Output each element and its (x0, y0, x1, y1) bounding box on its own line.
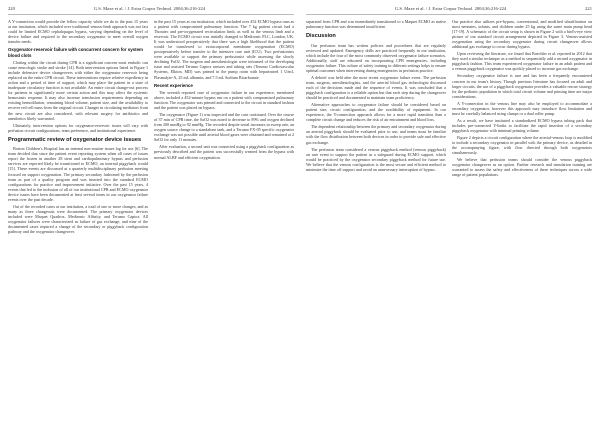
left-page-columns (8, 19, 294, 419)
right-page-columns (306, 19, 592, 419)
left-page-column-2 (154, 19, 294, 419)
paragraph: Clotting within the circuit during CPB is a significant concern most embolic can cause neurologic stroke and stroke [14]. Both intervention options listed in Figure 1 include defensive device changeovers with either the oxygenator reservoir being replaced on the entire CPB circuit. These interventions require relative expediency in action and a period of time of support, which may place the patient in a state of inadequate circulatory function is not available. An entire circuit change-out process for patients in significantly more certain action and this may affect the systemic hemostasis response. It may also increase transfusion requirements depending on existing hemodilution, remaining blood volume, patient size, and the availability to recover red cell mass from the original circuit. Changes in circulating mediators from the new circuit are also considered, with relevant surgery for antibiotics and anesthetics likely warranted. (8, 60, 148, 121)
paragraph: The dependent relationship between the primary and secondary oxygenator during an arterial piggyback should be evaluated prior to use, and teams must be familiar with the flow distribution between both devices in order to provide safe and effective gas exchange. (306, 124, 446, 145)
right-page-column-2 (452, 19, 592, 419)
paragraph: The seventh reported case of oxygenator failure in our experience, mentioned above, included a 452-minute bypass run on a patient with compromised pulmonary function. The oxygenator was primed and connected to the circuit in standard fashion and the patient was placed on bypass. (154, 89, 294, 111)
subsection-heading: Recent experience (154, 82, 193, 88)
paragraph: Secondary oxygenator failure is rare and has been a frequently encountered concern in our team's history. Though previous literature has focused on adult and larger circuits, the use of a piggyback oxygenator provides a valuable rescue strategy for the pediatric population in which total circuit volume and priming time are major considerations. (452, 73, 592, 99)
paragraph: in the past 15 years at our institution, which included over 452 ECMO bypass runs as a patient with compromised pulmonary function. The 7 kg patient circuit had a Thoratec and pre-oxygenated recirculation limb, as well as the venous limb and a reservoir. The ECMO circuit was initially changed to Medtronic PLC, London, UK. It was understood preoperatively that there was a high likelihood that the patient would be transferred to extracorporeal membrane oxygenation (ECMO) postoperatively before transfer to the intensive care unit (ICU). Two perfusionists were available to support the primary perfusionist while assessing the slowly declining PaO2. The surgeon and anesthesiologist were informed of the developing issue and assisted Terumo Capiox sensors and tubing sets (Terumo Cardiovascular Systems, Elkton, MD) was primed in the pump room with heparinized 1 U/mL Plasmalyte-A, 25 mL albumin, and 7.5 mL Sodium Bicarbonate. (154, 19, 294, 80)
paragraph: Alternative approaches to oxygenator failure should be considered based on patient size, circuit configuration, and the availability of equipment. In our experience, the Y-connection approach allows for a more rapid transition than a complete circuit change and reduces the risk of air entrainment and blood loss. (306, 102, 446, 123)
right-page-column-1 (306, 19, 446, 419)
running-title: G.S. Maxe et al. / J. Extra Corpor Technol. 2004;36:216-224 (394, 6, 507, 11)
paragraph: As a result, we have instituted a standardized ECMO bypass tubing pack that includes pre-connected Y-limbs to facilitate the rapid insertion of a secondary piggyback oxygenator with minimal priming volume. (452, 117, 592, 133)
paragraph: Figure 2 depicts a circuit configuration where the arterial-venous loop is modified to include a secondary oxygenator in parallel with the primary device, as detailed in the accompanying figure, with flow directed through both oxygenators simultaneously. (452, 134, 592, 156)
paragraph: We believe that perfusion teams should consider the venous piggyback oxygenator changeover as an option. Further research and simulation training are warranted to assess the safety and effectiveness of these techniques across a wide range of patient populations. (452, 157, 592, 178)
page-number: 220 (8, 6, 15, 11)
section-heading: Programmatic review of oxygenator device issues (8, 136, 142, 143)
page-number: 221 (585, 6, 592, 11)
running-title: G.S. Maxe et al. / J. Extra Corpor Technol. 2004;36:216-224 (93, 6, 206, 11)
right-page-header (306, 6, 592, 15)
paragraph: Upon reviewing the literature, we found that Buechler et al. reported in 2012 that they used a similar technique as a method to sequentially add a second oxygenator in piggyback fashion. This team experienced oxygenator failure in an adult patient and a venous piggyback oxygenator was quickly placed to increase gas exchange. (452, 51, 592, 72)
paragraph: A Y-connection in the venous line may also be employed to accommodate a secondary oxygenator, however this approach may introduce flow limitation and must be carefully balanced using clamps or a dual roller pump. (452, 100, 592, 116)
right-page (300, 0, 600, 425)
paragraph: Ultimately, intervention options for oxygenator-reservoir issues will vary with perfusion circuit configurations, team preference, and institutional experience. (8, 122, 148, 133)
paragraph: A debrief was held after the most recent oxygenator failure event. The perfusion team, surgeon, anesthesiologists, and the arterial blood gas technologist discussed each of the decisions made and the sequence of events. It was concluded that a piggyback configuration is a reliable option but that each step during the changeover should be practiced and documented to maintain team proficiency. (306, 74, 446, 101)
paragraph: Our perfusion team has written policies and procedures that are regularly reviewed and updated. Emergency drills are practiced frequently in our institution, which include the four of the most commonly observed oxygenator failure scenarios. Additionally, staff are educated on incorporating CPB emergencies, including oxygenator failure. This culture of safety training in different settings helps to ensure optimal outcomes when intervening during emergencies in perfusion practice. (306, 42, 446, 73)
paragraph: The perfusion team considered a venous piggyback method (venous piggyback) on rare event to support the patient as a safeguard during ECMO support, which would be practiced by the oxygenator secondary piggyback method for future use. We believe that the venous configuration is the most secure and efficient method to minimize the time off support and avoid an unnecessary interruption of bypass. (306, 146, 446, 172)
paragraph: The oxygenator (Figure 1) was inspected and the case continued. Over the course of 37 min of CPB time, the SaO2 was noted to decrease to 89% and oxygen declined from 200 mmHg to 92 mmHg. The recorded despite serial increases in sweep rate, an oxygen source change to a standalone tank, and a Terumo FX-05 specific oxygenator exchange was not possible until arterial blood gases were obtained and remained at 2 SaO2 for only 11 minutes. (154, 112, 294, 143)
subsection-heading: Oxygenator-reservoir failure with concurrent concern for system blood clots (8, 47, 143, 58)
paragraph: separated from CPB and was immediately transitioned to a Maquet ECMO as native pulmonary function was determined insufficient. (306, 19, 446, 30)
paragraph: Out of the recorded cases at our institution, a total of one or more changes, and as many as three changeouts were documented. The primary oxygenator devices included were Maquet Quadrox, Medtronic Affinity, and Terumo Capiox. All oxygenator failures were characterized as failure of gas exchange, and nine of the documented cases required a change of the secondary or piggyback configuration pathway and the oxygenator changeover. (8, 203, 148, 235)
paragraph: After evaluation, a second unit was connected using a piggyback configuration as previously described and the patient was successfully weaned from the bypass with normal ALBF and efficient oxygenation. (154, 144, 294, 160)
paragraph: A Y-connection would provide the fellow capacity while we do in the past 15 years at our institution, which included over traditional venous-limb approach was not fast could be limited ECMO cephalopagus bypass, varying depending on the level of device failure and required to the secondary oxygenator to meet overall oxygen transfer needs. (8, 19, 148, 45)
paragraph: Our practice also utilizes pre-bypass, conventional, and modified ultrafiltration on most neonates, infants, and children under 25 kg using the same main pump head [17-19]. A schematic of the circuit setup is shown in Figure 2 with a bird's-eye view picture of our standard circuit arrangement depicted in Figure 3. Venous-assisted oxygenation using the secondary oxygenator during circuit changeover allows additional gas exchange to occur during bypass. (452, 19, 592, 50)
left-page-header (8, 6, 294, 15)
left-page-column-1 (8, 19, 148, 419)
paragraph: Boston Children's Hospital has an internal non-routine issues log for use [6]. The team decided that since the patient event reporting system when all cases of issues report the frozen in another 28 stent and cardiopulmonary bypass and perfusion services are reported likely be transitioned to ECMO, an internal piggyback would [15]. These events are discussed at a quarterly multidisciplinary perfusion meeting focused on support oxygenation. The primary secondary fashioned by the perfusion team as part of a quality program and was inserted into the standard ECMO configurations for practice and improvement initiative. Over the past 15 years, 4 events that led to the inclusion of all of our institutional CPB and ECMO oxygenator device issues have been documented at least several times in our oxygenator failure events over the past decade. (8, 146, 148, 202)
section-heading: Discussion (306, 33, 336, 40)
